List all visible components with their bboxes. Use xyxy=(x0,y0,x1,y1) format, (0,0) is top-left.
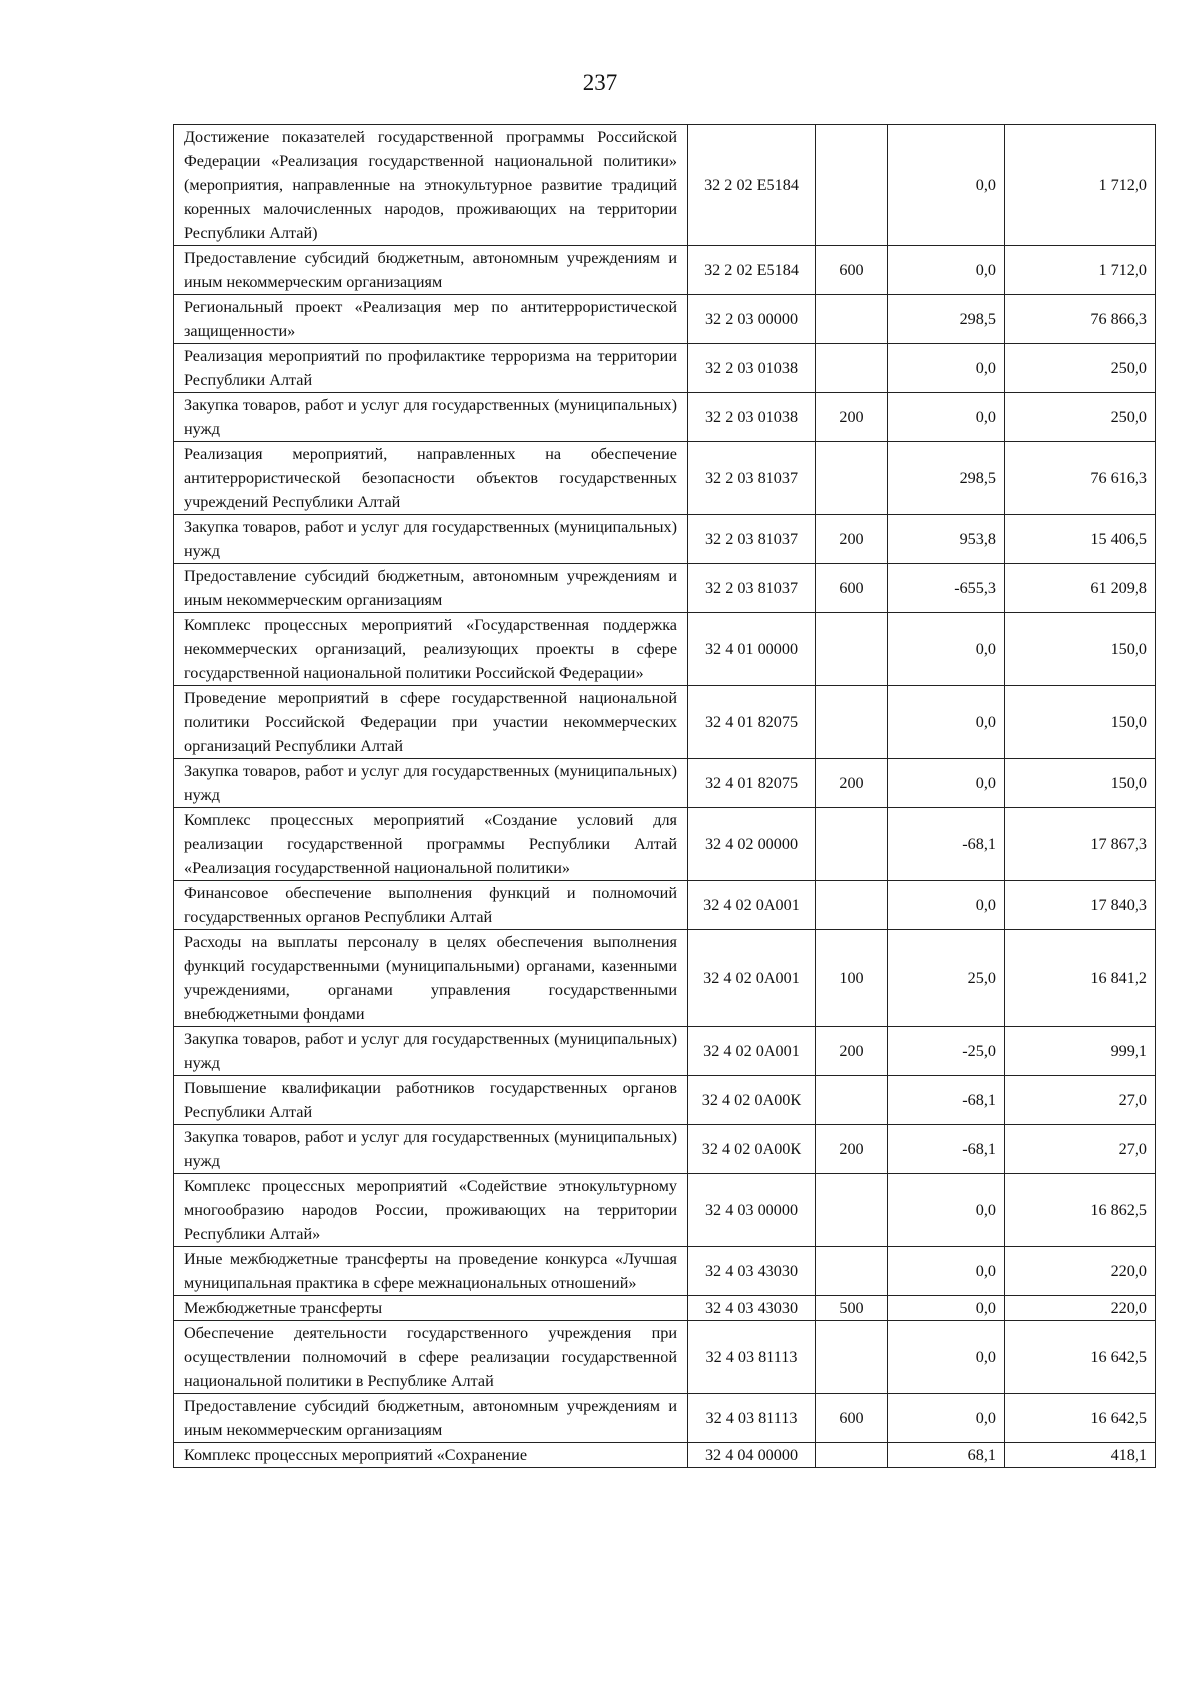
row-code: 32 4 02 0А001 xyxy=(688,930,816,1027)
table-row xyxy=(174,1443,1156,1468)
table-row xyxy=(174,1027,1156,1076)
row-total: 418,1 xyxy=(1005,1443,1156,1468)
row-change: -655,3 xyxy=(888,564,1005,613)
row-name: Предоставление субсидий бюджетным, автономным учреждениям и иным некоммерческим организациям xyxy=(174,246,688,295)
row-expense-type xyxy=(816,125,888,246)
row-change: 0,0 xyxy=(888,613,1005,686)
row-code: 32 2 03 01038 xyxy=(688,344,816,393)
table-row xyxy=(174,515,1156,564)
row-name: Иные межбюджетные трансферты на проведение конкурса «Лучшая муниципальная практика в сфере межнациональных отношений» xyxy=(174,1247,688,1296)
row-name: Обеспечение деятельности государственного учреждения при осуществлении полномочий в сфере реализации государственной национальной политики в Республике Алтай xyxy=(174,1321,688,1394)
row-total: 61 209,8 xyxy=(1005,564,1156,613)
table-row xyxy=(174,1394,1156,1443)
table-row xyxy=(174,125,1156,246)
table-row xyxy=(174,930,1156,1027)
row-name: Комплекс процессных мероприятий «Государственная поддержка некоммерческих организаций, реализующих проекты в сфере государственной национальной политики Российской Федерации» xyxy=(174,613,688,686)
row-total: 17 867,3 xyxy=(1005,808,1156,881)
row-change: -25,0 xyxy=(888,1027,1005,1076)
row-expense-type xyxy=(816,1174,888,1247)
row-total: 17 840,3 xyxy=(1005,881,1156,930)
budget-table xyxy=(173,124,1156,1468)
table-row xyxy=(174,759,1156,808)
row-expense-type: 100 xyxy=(816,930,888,1027)
row-name: Закупка товаров, работ и услуг для государственных (муниципальных) нужд xyxy=(174,1027,688,1076)
table-row xyxy=(174,1247,1156,1296)
row-change: 298,5 xyxy=(888,295,1005,344)
row-total: 1 712,0 xyxy=(1005,246,1156,295)
row-expense-type: 600 xyxy=(816,1394,888,1443)
row-code: 32 4 04 00000 xyxy=(688,1443,816,1468)
row-expense-type xyxy=(816,344,888,393)
row-total: 76 616,3 xyxy=(1005,442,1156,515)
row-total: 1 712,0 xyxy=(1005,125,1156,246)
row-total: 150,0 xyxy=(1005,759,1156,808)
row-expense-type: 600 xyxy=(816,564,888,613)
table-row xyxy=(174,1125,1156,1174)
row-name: Региональный проект «Реализация мер по антитеррористической защищенности» xyxy=(174,295,688,344)
row-expense-type xyxy=(816,1076,888,1125)
row-change: 0,0 xyxy=(888,759,1005,808)
row-code: 32 4 01 82075 xyxy=(688,759,816,808)
row-total: 220,0 xyxy=(1005,1247,1156,1296)
row-total: 999,1 xyxy=(1005,1027,1156,1076)
row-name: Предоставление субсидий бюджетным, автономным учреждениям и иным некоммерческим организациям xyxy=(174,1394,688,1443)
row-change: 68,1 xyxy=(888,1443,1005,1468)
row-code: 32 2 02 E5184 xyxy=(688,246,816,295)
row-name: Достижение показателей государственной программы Российской Федерации «Реализация государственной национальной политики» (мероприятия, направленные на этнокультурное развитие традиций коренных малочисленных народов, проживающих на территории Республики Алтай) xyxy=(174,125,688,246)
row-name: Проведение мероприятий в сфере государственной национальной политики Российской Федерации при участии некоммерческих организаций Республики Алтай xyxy=(174,686,688,759)
row-expense-type xyxy=(816,1247,888,1296)
table-row xyxy=(174,344,1156,393)
row-code: 32 4 02 0А00К xyxy=(688,1125,816,1174)
row-total: 250,0 xyxy=(1005,393,1156,442)
row-expense-type: 500 xyxy=(816,1296,888,1321)
budget-table-body xyxy=(174,125,1156,1468)
row-code: 32 4 01 82075 xyxy=(688,686,816,759)
table-row xyxy=(174,564,1156,613)
row-change: -68,1 xyxy=(888,1076,1005,1125)
row-change: 298,5 xyxy=(888,442,1005,515)
row-change: -68,1 xyxy=(888,808,1005,881)
table-row xyxy=(174,686,1156,759)
row-change: 0,0 xyxy=(888,1321,1005,1394)
row-code: 32 2 03 81037 xyxy=(688,515,816,564)
row-change: -68,1 xyxy=(888,1125,1005,1174)
row-expense-type: 200 xyxy=(816,393,888,442)
row-name: Межбюджетные трансферты xyxy=(174,1296,688,1321)
row-code: 32 2 03 81037 xyxy=(688,442,816,515)
row-code: 32 2 02 E5184 xyxy=(688,125,816,246)
row-code: 32 4 01 00000 xyxy=(688,613,816,686)
row-name: Реализация мероприятий, направленных на обеспечение антитеррористической безопасности объектов государственных учреждений Республики Алтай xyxy=(174,442,688,515)
table-row xyxy=(174,246,1156,295)
row-code: 32 4 03 43030 xyxy=(688,1296,816,1321)
row-expense-type xyxy=(816,613,888,686)
row-name: Закупка товаров, работ и услуг для государственных (муниципальных) нужд xyxy=(174,1125,688,1174)
row-name: Комплекс процессных мероприятий «Создание условий для реализации государственной программы Республики Алтай «Реализация государственной национальной политики» xyxy=(174,808,688,881)
row-expense-type: 200 xyxy=(816,759,888,808)
row-total: 150,0 xyxy=(1005,686,1156,759)
row-total: 250,0 xyxy=(1005,344,1156,393)
table-row xyxy=(174,442,1156,515)
row-change: 25,0 xyxy=(888,930,1005,1027)
page-number: 237 xyxy=(582,70,618,95)
row-expense-type: 200 xyxy=(816,515,888,564)
row-expense-type xyxy=(816,686,888,759)
row-expense-type: 200 xyxy=(816,1125,888,1174)
row-total: 76 866,3 xyxy=(1005,295,1156,344)
table-row xyxy=(174,1174,1156,1247)
row-total: 27,0 xyxy=(1005,1076,1156,1125)
row-name: Предоставление субсидий бюджетным, автономным учреждениям и иным некоммерческим организациям xyxy=(174,564,688,613)
row-expense-type xyxy=(816,808,888,881)
row-name: Повышение квалификации работников государственных органов Республики Алтай xyxy=(174,1076,688,1125)
row-code: 32 4 03 00000 xyxy=(688,1174,816,1247)
row-expense-type: 200 xyxy=(816,1027,888,1076)
table-row xyxy=(174,1076,1156,1125)
row-expense-type xyxy=(816,1443,888,1468)
table-row xyxy=(174,808,1156,881)
row-change: 0,0 xyxy=(888,344,1005,393)
table-row xyxy=(174,1321,1156,1394)
row-expense-type xyxy=(816,881,888,930)
row-change: 0,0 xyxy=(888,686,1005,759)
row-name: Расходы на выплаты персоналу в целях обеспечения выполнения функций государственными (муниципальными) органами, казенными учреждениями, органами управления государственными внебюджетными фондами xyxy=(174,930,688,1027)
row-change: 0,0 xyxy=(888,393,1005,442)
row-name: Комплекс процессных мероприятий «Сохранение xyxy=(174,1443,688,1468)
row-total: 27,0 xyxy=(1005,1125,1156,1174)
row-total: 15 406,5 xyxy=(1005,515,1156,564)
row-code: 32 4 02 0А00К xyxy=(688,1076,816,1125)
row-expense-type xyxy=(816,1321,888,1394)
row-code: 32 4 03 43030 xyxy=(688,1247,816,1296)
row-name: Закупка товаров, работ и услуг для государственных (муниципальных) нужд xyxy=(174,759,688,808)
row-total: 16 642,5 xyxy=(1005,1321,1156,1394)
table-row xyxy=(174,295,1156,344)
row-total: 16 841,2 xyxy=(1005,930,1156,1027)
row-change: 0,0 xyxy=(888,1394,1005,1443)
row-total: 150,0 xyxy=(1005,613,1156,686)
row-expense-type: 600 xyxy=(816,246,888,295)
row-change: 0,0 xyxy=(888,125,1005,246)
row-code: 32 4 03 81113 xyxy=(688,1394,816,1443)
row-code: 32 2 03 81037 xyxy=(688,564,816,613)
row-change: 0,0 xyxy=(888,1296,1005,1321)
row-expense-type xyxy=(816,442,888,515)
row-code: 32 4 02 00000 xyxy=(688,808,816,881)
table-row xyxy=(174,1296,1156,1321)
row-name: Закупка товаров, работ и услуг для государственных (муниципальных) нужд xyxy=(174,393,688,442)
row-name: Реализация мероприятий по профилактике терроризма на территории Республики Алтай xyxy=(174,344,688,393)
row-change: 0,0 xyxy=(888,1247,1005,1296)
row-code: 32 2 03 00000 xyxy=(688,295,816,344)
row-total: 220,0 xyxy=(1005,1296,1156,1321)
table-row xyxy=(174,393,1156,442)
row-change: 953,8 xyxy=(888,515,1005,564)
row-name: Закупка товаров, работ и услуг для государственных (муниципальных) нужд xyxy=(174,515,688,564)
table-row xyxy=(174,881,1156,930)
table-row xyxy=(174,613,1156,686)
row-code: 32 4 02 0А001 xyxy=(688,1027,816,1076)
row-total: 16 642,5 xyxy=(1005,1394,1156,1443)
row-change: 0,0 xyxy=(888,1174,1005,1247)
row-code: 32 2 03 01038 xyxy=(688,393,816,442)
row-expense-type xyxy=(816,295,888,344)
row-name: Комплекс процессных мероприятий «Содействие этнокультурному многообразию народов России, проживающих на территории Республики Алтай» xyxy=(174,1174,688,1247)
row-total: 16 862,5 xyxy=(1005,1174,1156,1247)
row-change: 0,0 xyxy=(888,246,1005,295)
row-name: Финансовое обеспечение выполнения функций и полномочий государственных органов Республики Алтай xyxy=(174,881,688,930)
row-change: 0,0 xyxy=(888,881,1005,930)
row-code: 32 4 03 81113 xyxy=(688,1321,816,1394)
row-code: 32 4 02 0А001 xyxy=(688,881,816,930)
